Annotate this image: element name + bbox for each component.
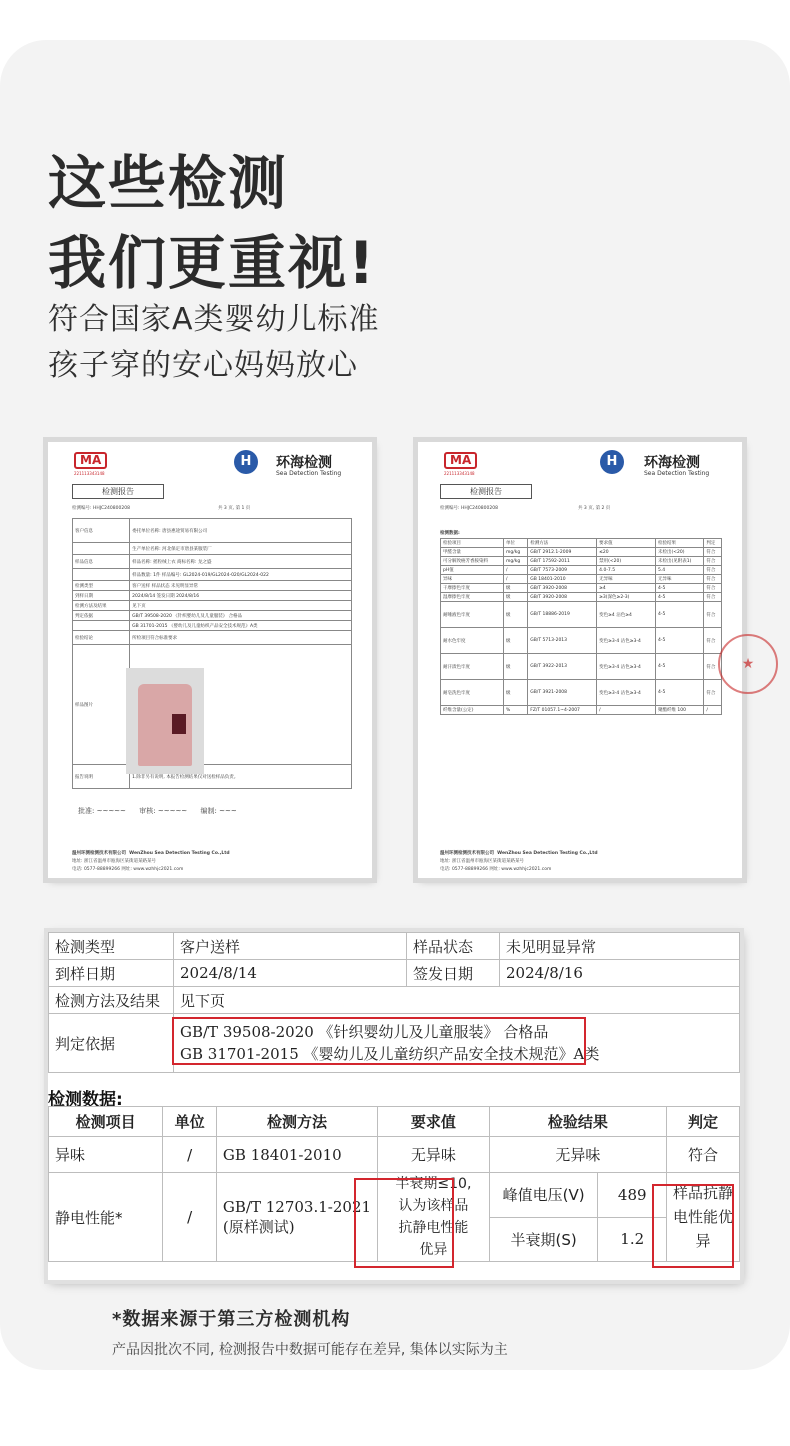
cell: GB/T 39508-2020 《针织婴幼儿及儿童服装》 合格品 xyxy=(130,611,352,621)
verdict-line: 电性能优 xyxy=(672,1208,733,1226)
cell: 级 xyxy=(504,680,528,706)
cell: 客户送样 样品状态 未见明显异常 xyxy=(130,581,352,591)
footer-tel: 电话: 0577-88899266 网址: www.wzhhjc2021.com xyxy=(72,867,184,872)
cell: 489 xyxy=(598,1173,667,1218)
footer-address: 地址: 浙江省温州市瓯海区某街道某路某号 xyxy=(440,859,524,864)
req-line: 认为该样品 xyxy=(398,1198,469,1214)
verdict-line: 异 xyxy=(695,1232,711,1250)
page-indicator: 共 3 页, 第 2 页 xyxy=(578,506,611,511)
cell: 未见明显异常 xyxy=(500,933,740,960)
cell: 4-5 xyxy=(655,654,703,680)
cell: 4-5 xyxy=(655,584,703,593)
header-cell: 要求值 xyxy=(378,1107,490,1137)
report-page-1 xyxy=(48,442,372,878)
cell: 到样日期 xyxy=(49,960,174,987)
verdict-line: 样品抗静 xyxy=(672,1184,733,1202)
cell: mg/kg xyxy=(504,557,528,566)
cell: 检测类型 xyxy=(73,581,130,591)
footer-company: 温州环测检测技术有限公司 WenZhou Sea Detection Testing Co.,Ltd xyxy=(72,851,230,856)
cell: 异味 xyxy=(49,1137,163,1173)
cell: 检测类型 xyxy=(49,933,174,960)
cell: 峰值电压(V) xyxy=(489,1173,598,1218)
judge-standard-2: GB 31701-2015 《婴幼儿及儿童纺织产品安全技术规范》A类 xyxy=(180,1045,600,1063)
report-number: 检测编号: HHJC240800208 xyxy=(72,506,130,511)
header-cell: 单位 xyxy=(163,1107,217,1137)
cell: 判定依据 xyxy=(49,1014,174,1073)
cell: 样品图片 xyxy=(73,645,130,765)
red-stamp-icon: ★ xyxy=(718,634,778,694)
data-label: 检测数据: xyxy=(440,531,460,536)
data-label: 检测数据: xyxy=(48,1090,123,1110)
footer-address: 地址: 浙江省温州市瓯海区某街道某路某号 xyxy=(72,859,156,864)
zoomed-report-detail xyxy=(48,932,740,1280)
cell: 2024/8/16 xyxy=(500,960,740,987)
cell: 4.0-7.5 xyxy=(597,566,656,575)
cell: GB/T 7573-2009 xyxy=(528,566,597,575)
cell: 耐水色牢度 xyxy=(441,628,504,654)
cell: 无异味 xyxy=(655,575,703,584)
report1-table xyxy=(72,518,352,789)
cell: 耐唾液色牢度 xyxy=(441,602,504,628)
cell: 耐汗渍色牢度 xyxy=(441,654,504,680)
cell: 客户送样 xyxy=(174,933,407,960)
header-cell: 检测方法 xyxy=(216,1107,377,1137)
cell: 无异味 xyxy=(489,1137,666,1173)
cell: GB 18401-2010 xyxy=(528,575,597,584)
cell: 可分解致癌芳香胺染料 xyxy=(441,557,504,566)
lab-name: 环海检测 xyxy=(276,455,332,471)
req-line: 优异 xyxy=(419,1242,448,1258)
lab-name: 环海检测 xyxy=(644,455,700,471)
cell xyxy=(73,543,130,555)
cell: / xyxy=(163,1137,217,1173)
cell: 报告说明 xyxy=(73,765,130,789)
cell: 符合 xyxy=(666,1137,739,1173)
cell: 半衰期(S) xyxy=(489,1217,598,1262)
req-line: 半衰期≤10, xyxy=(395,1176,472,1192)
subheadline-line2: 孩子穿的安心妈妈放心 xyxy=(48,348,358,383)
cell: 2024/8/14 签发日期 2024/8/16 xyxy=(130,591,352,601)
jacket-pocket xyxy=(172,714,186,734)
cell: 样品信息 xyxy=(73,555,130,569)
cell: 静电性能* xyxy=(49,1173,163,1262)
cell: 无异味 xyxy=(597,575,656,584)
cell: 1.2 xyxy=(598,1217,667,1262)
cell: 禁用(<20) xyxy=(597,557,656,566)
cma-logo: MA xyxy=(74,452,107,469)
header-cell: 要求值 xyxy=(597,539,656,548)
cell: 检测方法及结果 xyxy=(49,987,174,1014)
cma-number: 221113343148 xyxy=(74,471,105,476)
cell xyxy=(73,621,130,631)
cell: 未检出(见附表1) xyxy=(655,557,703,566)
headline-line2: 我们更重视! xyxy=(48,229,377,297)
header-cell: 检验项目 xyxy=(441,539,504,548)
cell: ≥3(深色≥2-3) xyxy=(597,593,656,602)
cell: FZ/T 01057.1~4-2007 xyxy=(528,706,597,715)
cell: 级 xyxy=(504,628,528,654)
cell: 级 xyxy=(504,654,528,680)
cell: 符合 xyxy=(704,593,722,602)
cell: 符合 xyxy=(704,654,722,680)
cell: 未检出(<20) xyxy=(655,548,703,557)
lab-name-en: Sea Detection Testing xyxy=(276,470,342,477)
cell: GB/T 3922-2013 xyxy=(528,654,597,680)
cell: 1.除非另有说明, 本报告检测结果仅对送检样品负责。 xyxy=(130,765,352,789)
header-cell: 检测方法 xyxy=(528,539,597,548)
cell: 样品状态 xyxy=(407,933,500,960)
cell: GB 18401-2010 xyxy=(216,1137,377,1173)
lab-logo-icon: H xyxy=(234,450,258,474)
cell: GB/T 2912.1-2009 xyxy=(528,548,597,557)
cell: 判定依据 xyxy=(73,611,130,621)
cell: GB/T 5713-2013 xyxy=(528,628,597,654)
headline-line1: 这些检测 xyxy=(48,149,289,217)
footer-company: 温州环测检测技术有限公司 WenZhou Sea Detection Testing Co.,Ltd xyxy=(440,851,598,856)
cell: 变色≥3-4 沾色≥3-4 xyxy=(597,654,656,680)
cell: 符合 xyxy=(704,628,722,654)
header-cell: 判定 xyxy=(704,539,722,548)
cell: 样品名称: 摇粒绒上衣 商标名称: 龙之盛 xyxy=(130,555,352,569)
cell: GB 31701-2015 《婴幼儿及儿童纺织产品安全技术规范》A类 xyxy=(130,621,352,631)
footer-tel: 电话: 0577-88899266 网址: www.wzhhjc2021.com xyxy=(440,867,552,872)
cell: 级 xyxy=(504,602,528,628)
signature-line: 批准: ~~~~~ 审核: ~~~~~ 编制: ~~~ xyxy=(78,807,237,815)
cell: 见下页 xyxy=(174,987,740,1014)
page-indicator: 共 3 页, 第 1 页 xyxy=(218,506,251,511)
cell: / xyxy=(163,1173,217,1262)
cell: GB/T 3920-2008 xyxy=(528,584,597,593)
cell: 见下页 xyxy=(130,601,352,611)
cell: 客户信息 xyxy=(73,519,130,543)
cell: / xyxy=(597,706,656,715)
cell: 生产单位名称: 河北保定市唐县某服装厂 xyxy=(130,543,352,555)
cell: GB/T 3921-2008 xyxy=(528,680,597,706)
cell: 耐皂洗色牢度 xyxy=(441,680,504,706)
cell: 变色≥3-4 沾色≥3-4 xyxy=(597,680,656,706)
cell: GB/T 3920-2008 xyxy=(528,593,597,602)
highlight-box-standard xyxy=(172,1017,586,1065)
cma-number: 221113343148 xyxy=(444,471,475,476)
cell: % xyxy=(504,706,528,715)
highlight-box-requirement xyxy=(354,1178,454,1268)
cell: 符合 xyxy=(704,602,722,628)
cell: / xyxy=(704,706,722,715)
cell: 变色≥4 沾色≥4 xyxy=(597,602,656,628)
header-cell: 检测项目 xyxy=(49,1107,163,1137)
report-title: 检测报告 xyxy=(72,484,164,499)
report-number: 检测编号: HHJC240800208 xyxy=(440,506,498,511)
judge-standard-1: GB/T 39508-2020 《针织婴幼儿及儿童服装》 合格品 xyxy=(180,1023,549,1041)
header-cell: 判定 xyxy=(666,1107,739,1137)
method-line: GB/T 12703.1-2021 xyxy=(222,1198,372,1216)
cell: 级 xyxy=(504,584,528,593)
cell: 符合 xyxy=(704,584,722,593)
cell: 符合 xyxy=(704,566,722,575)
cell: pH值 xyxy=(441,566,504,575)
cell: 签发日期 xyxy=(407,960,500,987)
highlight-box-verdict xyxy=(652,1184,734,1268)
cell: GB/T 17592-2011 xyxy=(528,557,597,566)
method-line: (原样测试) xyxy=(222,1218,295,1236)
cell: 委托单位名称: 唐县惠途贸易有限公司 xyxy=(130,519,352,543)
cell: 无异味 xyxy=(378,1137,490,1173)
cma-logo: MA xyxy=(444,452,477,469)
lab-name-en: Sea Detection Testing xyxy=(644,470,710,477)
cell: 符合 xyxy=(704,575,722,584)
data-source-note: *数据来源于第三方检测机构 xyxy=(112,1309,351,1330)
report2-table xyxy=(440,538,722,715)
cell: ≤20 xyxy=(597,548,656,557)
cell: 甲醛含量 xyxy=(441,548,504,557)
cell: 检验结论 xyxy=(73,631,130,645)
sample-photo xyxy=(126,668,204,774)
cell: 4-5 xyxy=(655,680,703,706)
cell: / xyxy=(504,566,528,575)
cell: mg/kg xyxy=(504,548,528,557)
header-cell: 检验结果 xyxy=(489,1107,666,1137)
cell: 检测方法及结果 xyxy=(73,601,130,611)
cell: 2024/8/14 xyxy=(174,960,407,987)
cell: GB/T 18886-2019 xyxy=(528,602,597,628)
cell: 纤维含量(公定) xyxy=(441,706,504,715)
lab-logo-icon: H xyxy=(600,450,624,474)
header-cell: 检验结果 xyxy=(655,539,703,548)
cell: 符合 xyxy=(704,680,722,706)
req-line: 抗静电性能 xyxy=(398,1220,469,1236)
cell: 符合 xyxy=(704,557,722,566)
cell: 级 xyxy=(504,593,528,602)
cell: 样品数量: 1件 样品编号: GL2024-019/GL2024-020/GL2024-022 xyxy=(130,569,352,581)
cell: 变色≥3-4 沾色≥3-4 xyxy=(597,628,656,654)
cell: 聚酯纤维 100 xyxy=(655,706,703,715)
cell: 所检项目符合标准要求 xyxy=(130,631,352,645)
report-page-2 xyxy=(418,442,755,878)
batch-disclaimer: 产品因批次不同, 检测报告中数据可能存在差异, 集体以实际为主 xyxy=(112,1342,508,1358)
cell: 干摩擦色牢度 xyxy=(441,584,504,593)
cell: ≥4 xyxy=(597,584,656,593)
cell: 4-5 xyxy=(655,593,703,602)
cell xyxy=(73,569,130,581)
cell: 到样日期 xyxy=(73,591,130,601)
cell: 5.4 xyxy=(655,566,703,575)
report-title: 检测报告 xyxy=(440,484,532,499)
cell: 4-5 xyxy=(655,628,703,654)
cell: 湿摩擦色牢度 xyxy=(441,593,504,602)
header-cell: 单位 xyxy=(504,539,528,548)
cell: 异味 xyxy=(441,575,504,584)
cell: 符合 xyxy=(704,548,722,557)
subheadline-line1: 符合国家A类婴幼儿标准 xyxy=(48,302,380,337)
cell: 4-5 xyxy=(655,602,703,628)
cell: / xyxy=(504,575,528,584)
